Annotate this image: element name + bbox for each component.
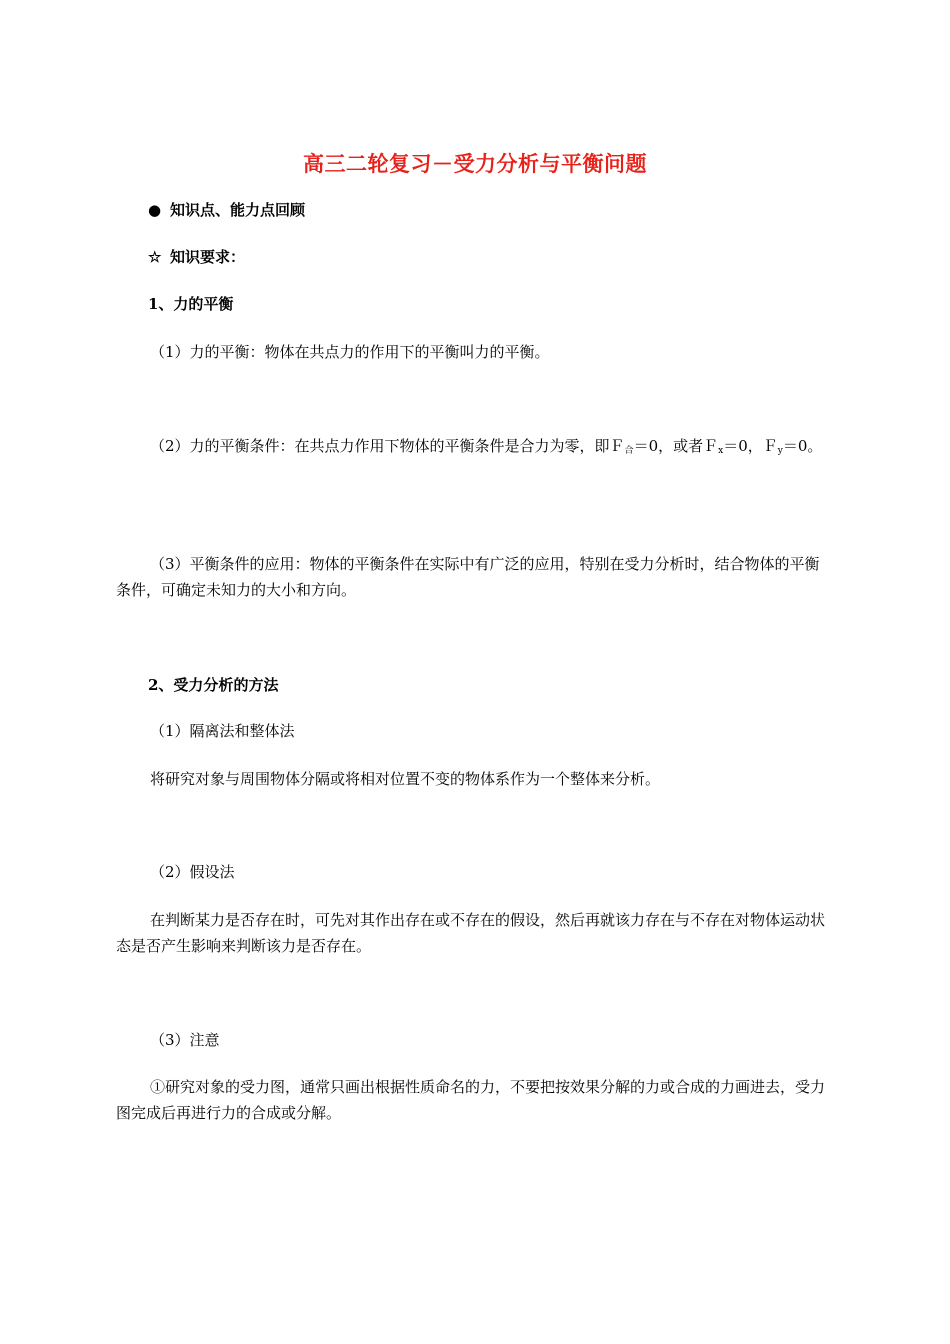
subscript-x: x xyxy=(718,446,724,456)
item-assumption-method-text: 在判断某力是否存在时，可先对其作出存在或不存在的假设，然后再就该力存在与不存在对物体运动状态是否产生影响来判断该力是否存在。 xyxy=(116,911,826,955)
item-assumption-method-label: （2）假设法 xyxy=(150,863,235,881)
document-title: 高三二轮复习－受力分析与平衡问题 xyxy=(303,151,647,176)
item-isolation-method-label: （1）隔离法和整体法 xyxy=(150,722,295,740)
subsection-heading-equilibrium: 1、力的平衡 xyxy=(148,295,234,313)
section-heading xyxy=(148,198,305,222)
item-notes-text: ①研究对象的受力图，通常只画出根据性质命名的力，不要把按效果分解的力或合成的力画进去，受力图完成后再进行力的合成或分解。 xyxy=(116,1078,826,1122)
condition-text-mid1: ＝0，或者Ｆ xyxy=(633,437,719,455)
requirements-heading xyxy=(148,245,245,269)
condition-text-mid2: ＝0，Ｆ xyxy=(723,437,778,455)
star-icon: ☆ xyxy=(148,248,162,266)
subsection-heading-force-analysis: 2、受力分析的方法 xyxy=(148,676,279,694)
item-equilibrium-condition xyxy=(116,433,832,464)
item-isolation-method-text: 将研究对象与周围物体分隔或将相对位置不变的物体系作为一个整体来分析。 xyxy=(150,770,661,788)
condition-text-prefix: （2）力的平衡条件：在共点力作用下物体的平衡条件是合力为零，即Ｆ xyxy=(150,437,625,455)
item-equilibrium-application: （3）平衡条件的应用：物体的平衡条件在实际中有广泛的应用，特别在受力分析时，结合物体的平衡条件，可确定未知力的大小和方向。 xyxy=(116,555,820,599)
section-heading-text: 知识点、能力点回顾 xyxy=(170,201,306,219)
condition-text-suffix: ＝0。 xyxy=(782,437,823,455)
item-notes-label: （3）注意 xyxy=(150,1031,220,1049)
subscript-y: y xyxy=(777,446,783,456)
subscript-he: 合 xyxy=(624,446,634,456)
item-equilibrium-definition: （1）力的平衡：物体在共点力的作用下的平衡叫力的平衡。 xyxy=(150,343,550,361)
bullet-icon: ● xyxy=(148,201,162,219)
requirements-heading-text: 知识要求： xyxy=(170,248,246,266)
